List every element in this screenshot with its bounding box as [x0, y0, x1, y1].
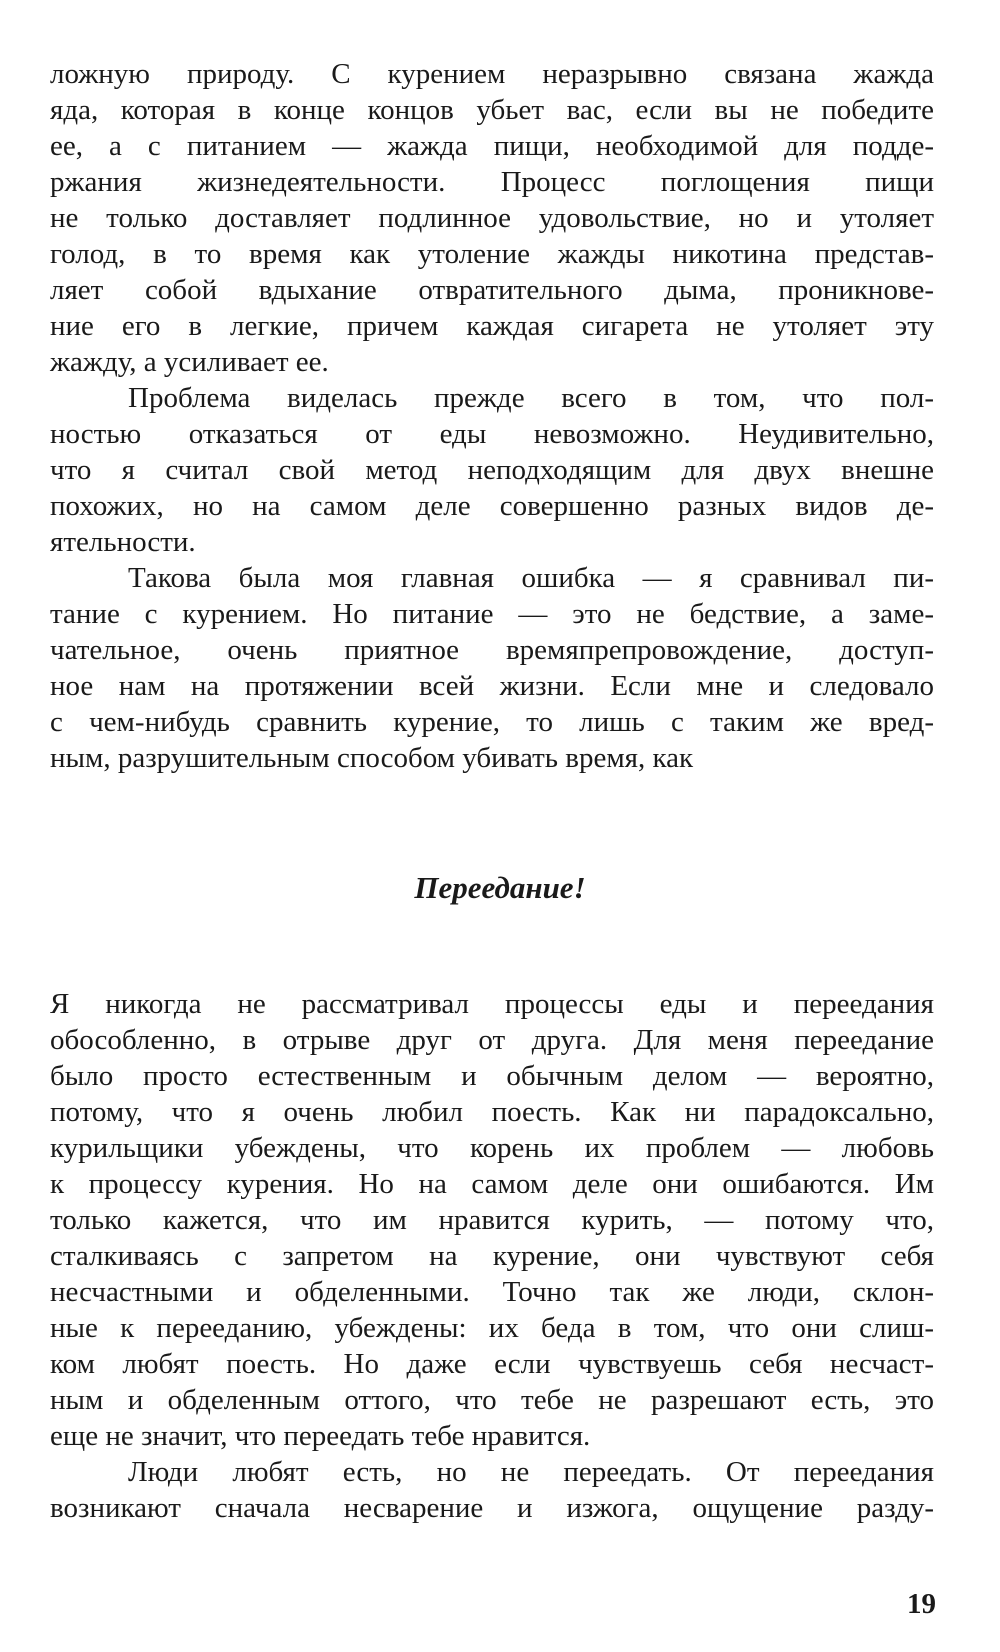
- text-line: потому, что я очень любил поесть. Как ни парадоксально,: [50, 1096, 934, 1128]
- text-line: чательное, очень приятное времяпрепровождение, доступ-: [50, 634, 934, 666]
- text-line: Проблема виделась прежде всего в том, что пол-: [128, 382, 934, 414]
- text-line: ные к перееданию, убеждены: их беда в том, что они слиш-: [50, 1312, 934, 1344]
- text-line: возникают сначала несварение и изжога, ощущение разду-: [50, 1492, 934, 1524]
- text-line: не только доставляет подлинное удовольствие, но и утоляет: [50, 202, 934, 234]
- text-line: ным и обделенным оттого, что тебе не разрешают есть, это: [50, 1384, 934, 1416]
- text-line: Люди любят есть, но не переедать. От переедания: [128, 1456, 934, 1488]
- text-line: ее, а с питанием — жажда пищи, необходимой для подде-: [50, 130, 934, 162]
- text-line: к процессу курения. Но на самом деле они ошибаются. Им: [50, 1168, 934, 1200]
- text-line: яда, которая в конце концов убьет вас, если вы не победите: [50, 94, 934, 126]
- text-line: ным, разрушительным способом убивать время, как: [50, 742, 694, 774]
- text-line: похожих, но на самом деле совершенно разных видов де-: [50, 490, 934, 522]
- text-line: сталкиваясь с запретом на курение, они чувствуют себя: [50, 1240, 934, 1272]
- text-line: Такова была моя главная ошибка — я сравнивал пи-: [128, 562, 934, 594]
- text-line: с чем-нибудь сравнить курение, то лишь с таким же вред-: [50, 706, 934, 738]
- text-line: ние его в легкие, причем каждая сигарета не утоляет эту: [50, 310, 934, 342]
- text-line: только кажется, что им нравится курить, — потому что,: [50, 1204, 934, 1236]
- text-line: ком любят поесть. Но даже если чувствуешь себя несчаст-: [50, 1348, 934, 1380]
- text-line: еще не значит, что переедать тебе нравится.: [50, 1420, 591, 1452]
- text-line: ложную природу. С курением неразрывно связана жажда: [50, 58, 934, 90]
- text-line: жажду, а усиливает ее.: [50, 346, 329, 378]
- text-line: ляет собой вдыхание отвратительного дыма, проникнове-: [50, 274, 934, 306]
- text-line: ржания жизнедеятельности. Процесс поглощения пищи: [50, 166, 934, 198]
- section-heading: Переедание!: [414, 870, 586, 905]
- text-line: ное нам на протяжении всей жизни. Если мне и следовало: [50, 670, 934, 702]
- text-line: курильщики убеждены, что корень их проблем — любовь: [50, 1132, 934, 1164]
- text-line: было просто естественным и обычным делом — вероятно,: [50, 1060, 934, 1092]
- text-line: тание с курением. Но питание — это не бедствие, а заме-: [50, 598, 934, 630]
- page-number: 19: [907, 1588, 936, 1620]
- text-line: несчастными и обделенными. Точно так же люди, склон-: [50, 1276, 934, 1308]
- text-line: Я никогда не рассматривал процессы еды и переедания: [50, 988, 934, 1020]
- text-line: голод, в то время как утоление жажды никотина представ-: [50, 238, 934, 270]
- text-line: ностью отказаться от еды невозможно. Неудивительно,: [50, 418, 934, 450]
- text-line: ятельности.: [50, 526, 196, 558]
- text-line: обособленно, в отрыве друг от друга. Для меня переедание: [50, 1024, 934, 1056]
- text-line: что я считал свой метод неподходящим для двух внешне: [50, 454, 934, 486]
